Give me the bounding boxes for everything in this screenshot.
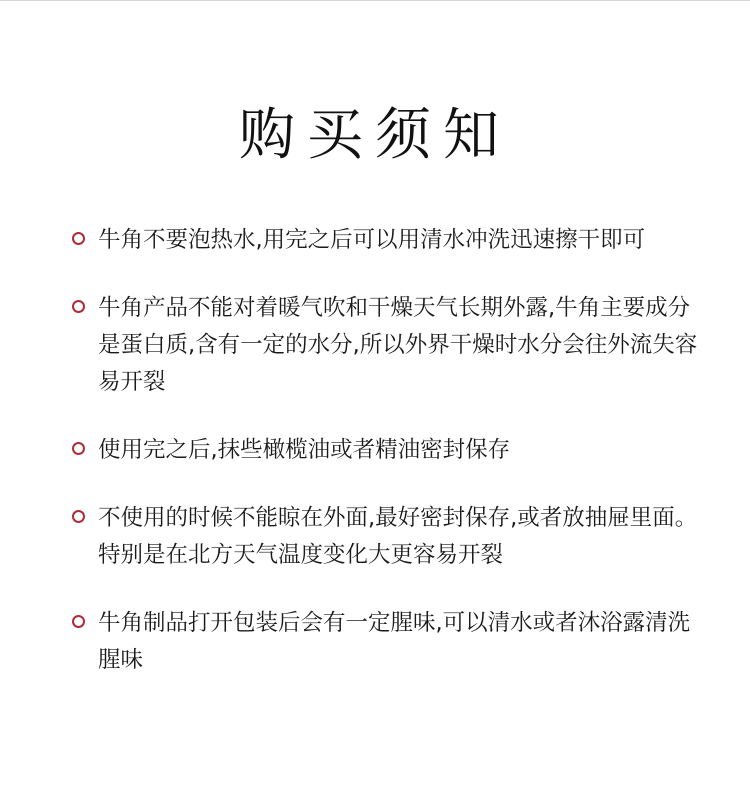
note-item	[70, 222, 700, 259]
note-text: 使用完之后,抹些橄榄油或者精油密封保存	[98, 437, 511, 463]
circle-bullet-icon	[72, 300, 85, 313]
circle-bullet-icon	[72, 442, 85, 455]
note-text: 牛角产品不能对着暖气吹和干燥天气长期外露,牛角主要成分是蛋白质,含有一定的水分,所以外界干燥时水分会往外流失容易开裂	[98, 295, 698, 395]
note-text: 牛角制品打开包装后会有一定腥味,可以清水或者沐浴露清洗腥味	[98, 610, 691, 673]
note-text: 牛角不要泡热水,用完之后可以用清水冲洗迅速擦干即可	[98, 227, 646, 253]
note-item	[70, 290, 700, 401]
notes-list	[70, 222, 700, 710]
note-text: 不使用的时候不能晾在外面,最好密封保存,或者放抽屉里面。特别是在北方天气温度变化大更容易开裂	[98, 505, 698, 568]
note-item	[70, 500, 700, 574]
page-title: 购买须知	[239, 103, 511, 168]
note-item	[70, 605, 700, 679]
top-divider	[0, 0, 750, 1]
circle-bullet-icon	[72, 615, 85, 628]
circle-bullet-icon	[72, 510, 85, 523]
note-item	[70, 432, 700, 469]
circle-bullet-icon	[72, 232, 85, 245]
